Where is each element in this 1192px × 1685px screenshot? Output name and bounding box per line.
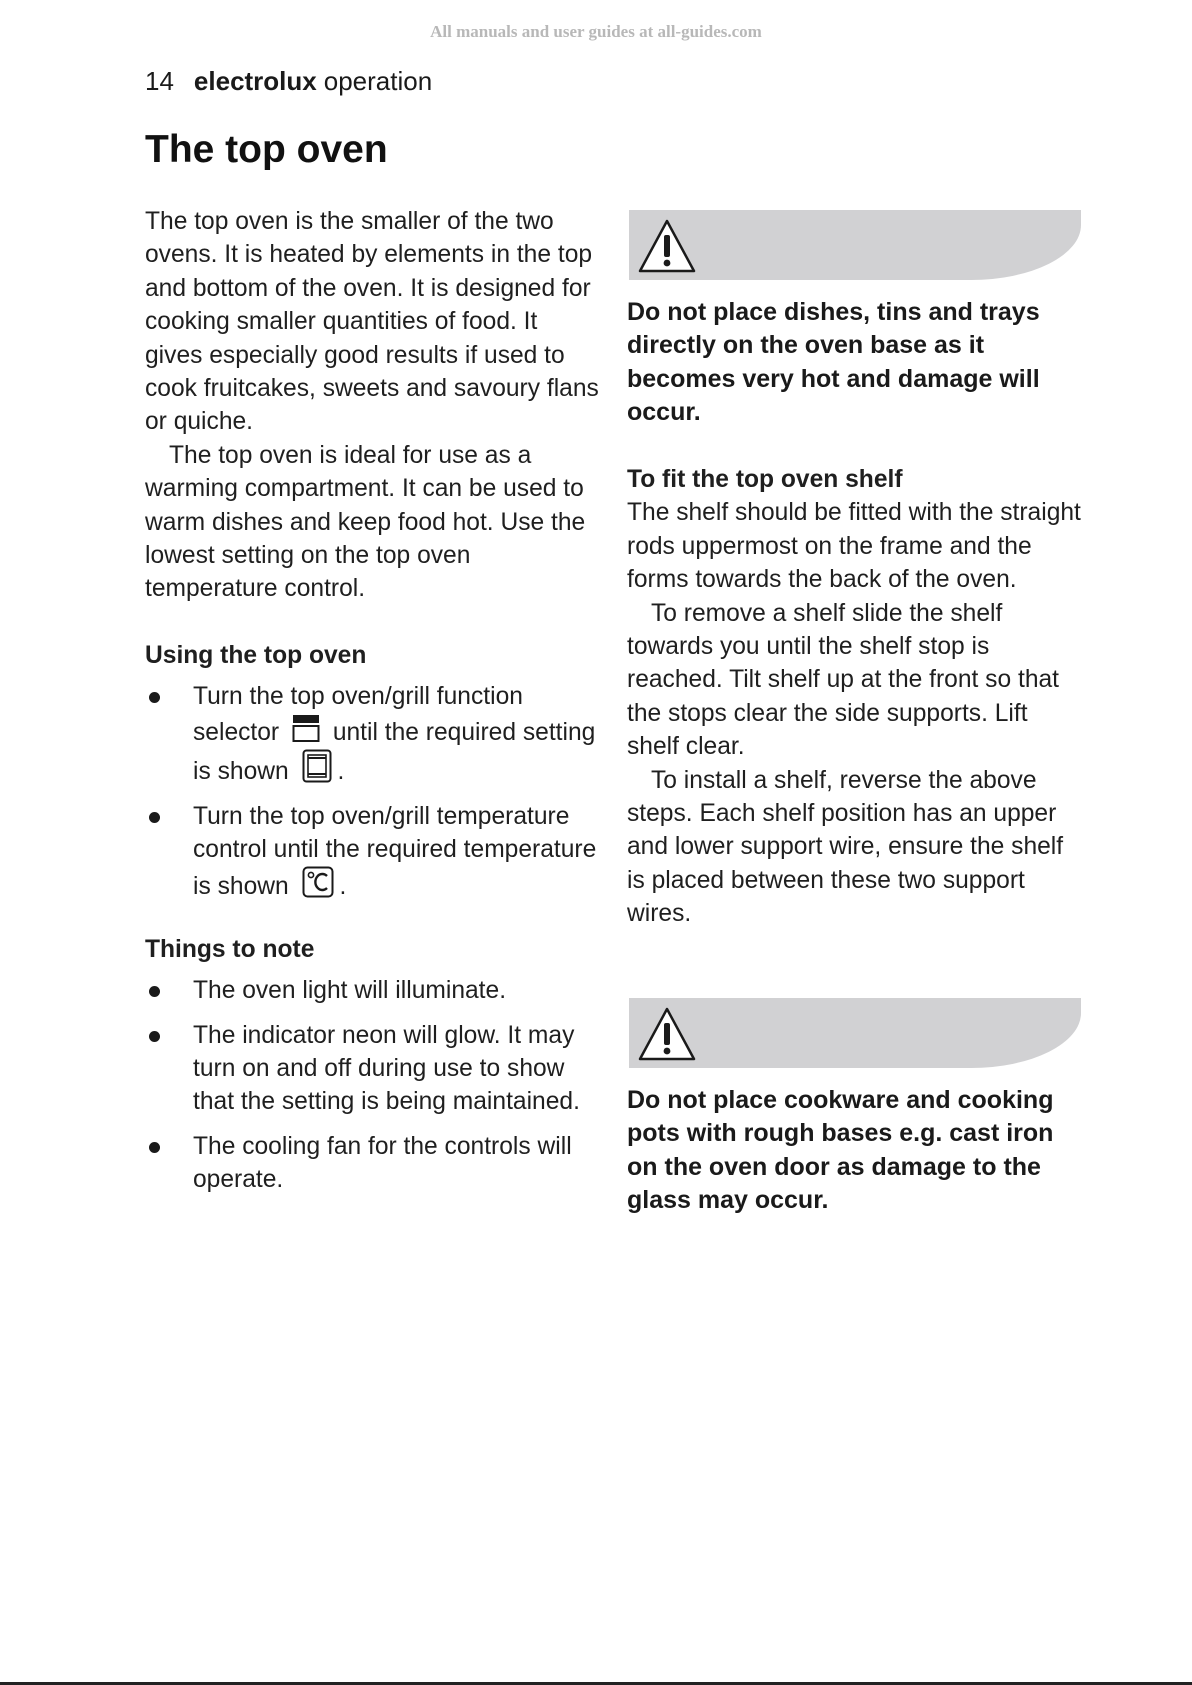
warning-triangle-icon bbox=[637, 1006, 697, 1062]
using-heading: Using the top oven bbox=[145, 641, 367, 669]
section-name: operation bbox=[323, 66, 433, 96]
page-number: 14 bbox=[145, 66, 174, 96]
intro-paragraph: The top oven is the smaller of the two ovens. It is heated by elements in the top and bottom of the oven. It is designed for cooking smaller quantities of food. It gives especially good results if used to cook fruitcakes, sweets and savoury flans or quiche. bbox=[145, 208, 599, 436]
list-item: Turn the top oven/grill temperature control until the required temperature is shown . bbox=[145, 800, 600, 904]
notes-list bbox=[145, 974, 600, 1196]
watermark: All manuals and user guides at all-guides.com bbox=[430, 22, 762, 41]
left-column bbox=[145, 205, 600, 1208]
intro-paragraph-2: The top oven is ideal for use as a warming compartment. It can be used to warm dishes and keep food hot. Use the lowest setting on the top oven temperature control. bbox=[145, 441, 586, 603]
bullet-icon bbox=[149, 1031, 160, 1042]
page-title: The top oven bbox=[145, 128, 388, 171]
list-item: The oven light will illuminate. bbox=[145, 974, 600, 1007]
warning-banner bbox=[629, 210, 1081, 280]
warning-triangle-icon bbox=[637, 218, 697, 274]
list-item: The indicator neon will glow. It may turn on and off during use to show that the setting is being maintained. bbox=[145, 1019, 600, 1119]
shelf-heading: To fit the top oven shelf bbox=[627, 466, 903, 493]
shelf-paragraph-3: To install a shelf, reverse the above steps. Each shelf position has an upper and lower support wire, ensure the shelf is placed between these two support wires. bbox=[627, 766, 1064, 928]
shelf-paragraph-2: To remove a shelf slide the shelf towards you until the shelf stop is reached. Tilt shelf up at the front so that the stops clear the side supports. Lift shelf clear. bbox=[627, 599, 1060, 761]
bullet-icon bbox=[149, 812, 160, 823]
bullet-icon bbox=[149, 692, 160, 703]
using-list bbox=[145, 680, 600, 903]
list-item: The cooling fan for the controls will operate. bbox=[145, 1130, 600, 1197]
list-item: Turn the top oven/grill function selector until the required setting is shown . bbox=[145, 680, 600, 788]
warning-text: Do not place cookware and cooking pots with rough bases e.g. cast iron on the oven door as damage to the glass may occur. bbox=[627, 1086, 1054, 1215]
brand-name: electrolux bbox=[193, 66, 317, 96]
top-oven-setting-icon bbox=[302, 749, 332, 783]
shelf-paragraph: The shelf should be fitted with the straight rods uppermost on the frame and the forms towards the back of the oven. bbox=[627, 499, 1081, 594]
page-header bbox=[145, 66, 432, 97]
warning-text: Do not place dishes, tins and trays directly on the oven base as it becomes very hot and damage will occur. bbox=[627, 298, 1040, 427]
top-oven-selector-icon bbox=[292, 714, 320, 744]
notes-heading: Things to note bbox=[145, 935, 315, 963]
celsius-temperature-icon bbox=[302, 866, 334, 898]
bullet-icon bbox=[149, 986, 160, 997]
bullet-icon bbox=[149, 1142, 160, 1153]
right-column bbox=[627, 463, 1082, 931]
warning-banner bbox=[629, 998, 1081, 1068]
